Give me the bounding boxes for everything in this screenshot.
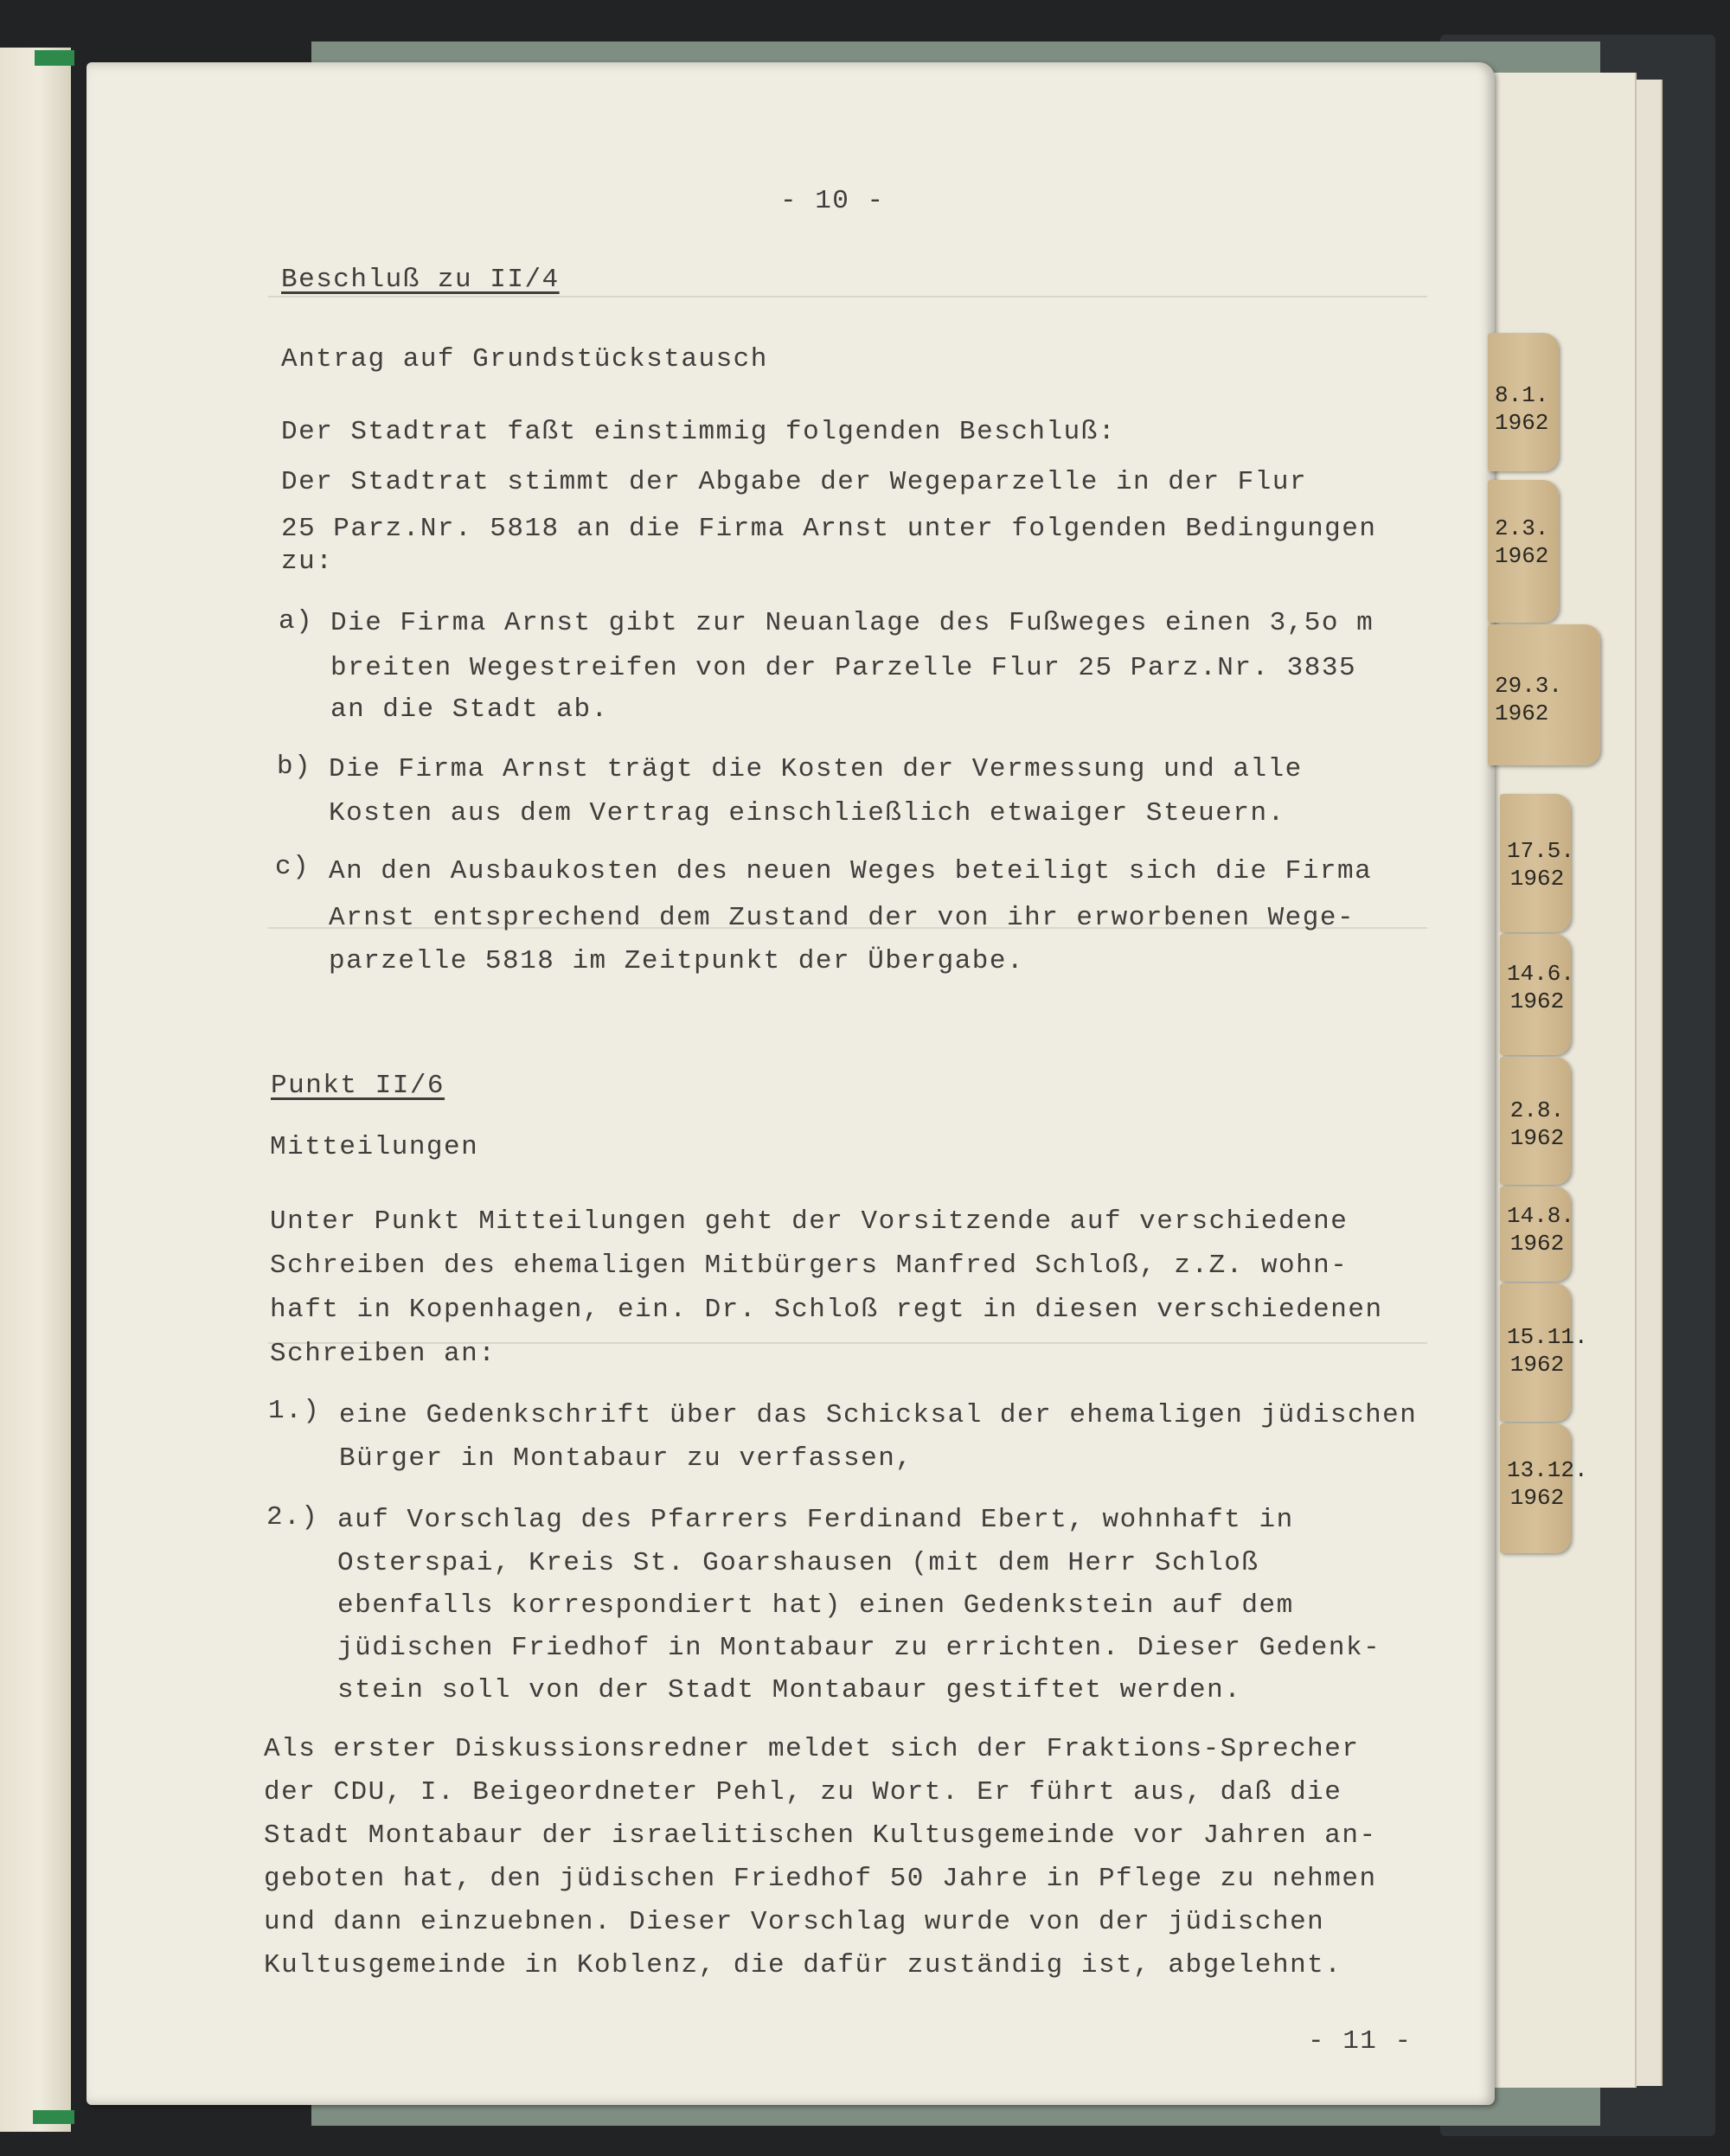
resolution-heading: Beschluß zu II/4 [281,265,560,295]
discussion-line: geboten hat, den jüdischen Friedhof 50 Jahre in Pflege zu nehmen [264,1864,1377,1894]
condition-line: Kosten aus dem Vertrag einschließlich etwaiger Steuern. [329,798,1285,828]
item-line: stein soll von der Stadt Montabaur gestiftet werden. [337,1675,1242,1705]
condition-marker: a) [279,606,314,637]
page-continuation-footer: - 11 - [1308,2026,1413,2057]
page-number-header: - 10 - [780,186,885,216]
date-tab-label: 29.3. 1962 [1495,673,1563,726]
date-tab-label: 14.8. 1962 [1507,1203,1575,1257]
date-tab-label: 17.5. 1962 [1507,838,1575,892]
discussion-line: Kultusgemeinde in Koblenz, die dafür zuständig ist, abgelehnt. [264,1950,1342,1980]
item-line: eine Gedenkschrift über das Schicksal der ehemaligen jüdischen [339,1400,1418,1430]
condition-line: Die Firma Arnst trägt die Kosten der Vermessung und alle [329,754,1303,784]
date-tab-label: 2.8. 1962 [1509,1097,1565,1151]
item-line: jüdischen Friedhof in Montabaur zu errichten. Dieser Gedenk- [337,1633,1381,1663]
binding-tape-bottom [33,2110,74,2124]
date-tab-label: 14.6. 1962 [1507,961,1575,1014]
binding-tape-top [35,50,74,66]
date-tab[interactable] [1500,1423,1588,1553]
point-line: Unter Punkt Mitteilungen geht der Vorsitzende auf verschiedene [270,1206,1349,1237]
condition-line: Die Firma Arnst gibt zur Neuanlage des Fußweges einen 3,5o m [330,608,1374,638]
point-subject: Mitteilungen [270,1132,479,1162]
condition-line: Arnst entsprechend dem Zustand der von ihr erworbenen Wege- [329,903,1355,933]
item-line: Osterspai, Kreis St. Goarshausen (mit dem Herr Schloß [337,1548,1259,1578]
date-tab[interactable] [1488,480,1559,623]
date-tab[interactable] [1488,333,1559,471]
date-tab-label: 15.11. 1962 [1507,1324,1588,1378]
discussion-line: der CDU, I. Beigeordneter Pehl, zu Wort. Er führt aus, daß die [264,1777,1342,1807]
resolution-subject: Antrag auf Grundstückstausch [281,344,768,374]
item-marker: 1.) [268,1396,321,1426]
date-tab[interactable] [1500,794,1575,932]
point-heading: Punkt II/6 [271,1071,445,1101]
point-line: Schreiben des ehemaligen Mitbürgers Manfred Schloß, z.Z. wohn- [270,1251,1349,1281]
resolution-line: Der Stadtrat stimmt der Abgabe der Wegeparzelle in der Flur [281,467,1308,497]
item-marker: 2.) [266,1502,319,1532]
condition-line: parzelle 5818 im Zeitpunkt der Übergabe. [329,946,1025,976]
resolution-line: Der Stadtrat faßt einstimmig folgenden Beschluß: [281,417,1116,447]
date-tab-label: 13.12. 1962 [1507,1457,1588,1511]
discussion-line: Stadt Montabaur der israelitischen Kultusgemeinde vor Jahren an- [264,1820,1377,1851]
show-through-line [268,296,1427,297]
discussion-line: Als erster Diskussionsredner meldet sich der Fraktions-Sprecher [264,1734,1360,1764]
date-tab[interactable] [1488,624,1600,765]
point-line: Schreiben an: [270,1339,497,1369]
date-tab[interactable] [1500,1187,1575,1282]
date-tab[interactable] [1500,1283,1588,1422]
point-line: haft in Kopenhagen, ein. Dr. Schloß regt in diesen verschiedenen [270,1295,1383,1325]
date-tab[interactable] [1500,934,1575,1055]
condition-line: breiten Wegestreifen von der Parzelle Flur 25 Parz.Nr. 3835 [330,653,1357,683]
item-line: ebenfalls korrespondiert hat) einen Gedenkstein auf dem [337,1590,1294,1621]
item-line: auf Vorschlag des Pfarrers Ferdinand Ebert, wohnhaft in [337,1505,1294,1535]
date-tab-label: 8.1. 1962 [1495,382,1549,436]
resolution-line: zu: [281,547,334,577]
date-tab-label: 2.3. 1962 [1495,515,1549,569]
discussion-line: und dann einzuebnen. Dieser Vorschlag wurde von der jüdischen [264,1907,1325,1937]
date-tab[interactable] [1500,1057,1571,1185]
condition-line: An den Ausbaukosten des neuen Weges beteiligt sich die Firma [329,856,1373,886]
resolution-line: 25 Parz.Nr. 5818 an die Firma Arnst unter folgenden Bedingungen [281,514,1377,544]
condition-marker: c) [275,852,311,882]
left-page-edge [0,48,71,2132]
item-line: Bürger in Montabaur zu verfassen, [339,1443,913,1474]
condition-line: an die Stadt ab. [330,694,609,725]
condition-marker: b) [277,752,312,782]
